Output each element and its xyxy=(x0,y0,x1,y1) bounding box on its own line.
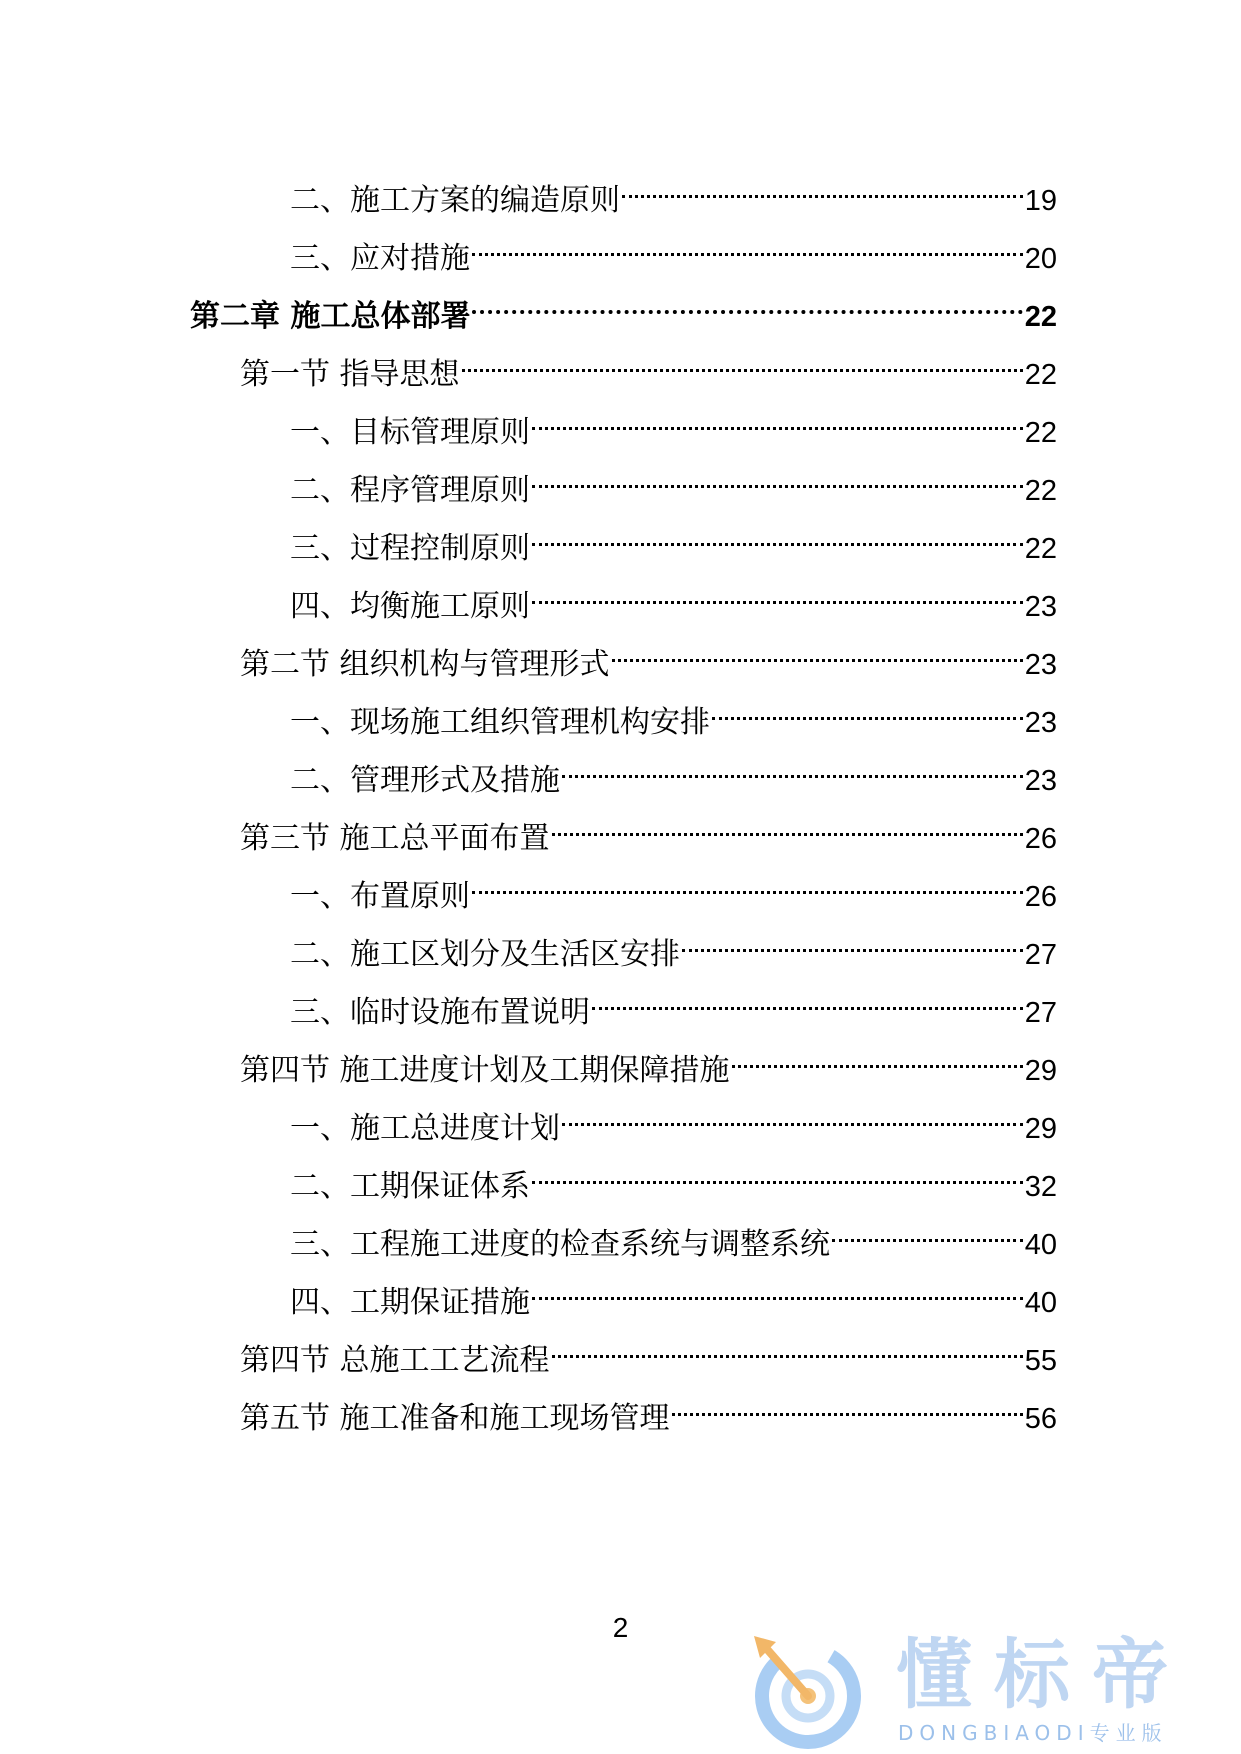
toc-entry[interactable] xyxy=(290,1204,1057,1262)
toc-entry-title: 二、施工区划分及生活区安排 xyxy=(290,937,680,972)
toc-entry-title: 第一节 指导思想 xyxy=(240,357,460,392)
toc-dot-leader xyxy=(472,218,1023,268)
toc-entry-page: 32 xyxy=(1024,1171,1057,1203)
toc-entry-title: 第二节 组织机构与管理形式 xyxy=(240,647,610,682)
toc-entry-title: 一、现场施工组织管理机构安排 xyxy=(290,705,710,740)
toc-dot-leader xyxy=(612,624,1023,674)
toc-entry-page: 22 xyxy=(1024,475,1057,507)
toc-entry-title: 三、工程施工进度的检查系统与调整系统 xyxy=(290,1227,830,1262)
toc-entry-title: 第三节 施工总平面布置 xyxy=(240,821,550,856)
toc-dot-leader xyxy=(552,1320,1023,1370)
toc-dot-leader xyxy=(622,160,1023,210)
toc-entry-page: 27 xyxy=(1024,939,1057,971)
toc-entry[interactable] xyxy=(290,450,1057,508)
toc-entry[interactable] xyxy=(190,276,1057,334)
toc-entry-title: 三、过程控制原则 xyxy=(290,531,530,566)
toc-entry-page: 40 xyxy=(1024,1287,1057,1319)
toc-entry[interactable] xyxy=(290,972,1057,1030)
watermark-subtitle: DONGBIAODI专业版 xyxy=(898,1721,1168,1745)
toc-entry-title: 四、工期保证措施 xyxy=(290,1285,530,1320)
toc-dot-leader xyxy=(472,276,1022,326)
toc-dot-leader xyxy=(532,450,1023,500)
toc-entry[interactable] xyxy=(240,798,1057,856)
toc-entry-page: 23 xyxy=(1024,591,1057,623)
toc-entry[interactable] xyxy=(240,624,1057,682)
toc-dot-leader xyxy=(562,1088,1023,1138)
toc-entry-page: 40 xyxy=(1024,1229,1057,1261)
toc-dot-leader xyxy=(592,972,1023,1022)
toc-entry-title: 二、施工方案的编造原则 xyxy=(290,183,620,218)
toc-dot-leader xyxy=(732,1030,1023,1080)
toc-entry-page: 23 xyxy=(1024,765,1057,797)
toc-entry-page: 23 xyxy=(1024,649,1057,681)
toc-entry-page: 22 xyxy=(1024,417,1057,449)
toc-dot-leader xyxy=(672,1378,1023,1428)
toc-entry[interactable] xyxy=(290,392,1057,450)
toc-entry-page: 22 xyxy=(1024,359,1057,391)
toc-entry-title: 一、目标管理原则 xyxy=(290,415,530,450)
toc-entry-page: 27 xyxy=(1024,997,1057,1029)
toc-entry[interactable] xyxy=(240,1320,1057,1378)
toc-entry-page: 56 xyxy=(1024,1403,1057,1435)
toc-dot-leader xyxy=(562,740,1023,790)
watermark xyxy=(746,1628,1226,1750)
toc-entry[interactable] xyxy=(290,1146,1057,1204)
toc-entry[interactable] xyxy=(290,566,1057,624)
toc-dot-leader xyxy=(682,914,1023,964)
toc-entry[interactable] xyxy=(290,740,1057,798)
toc-entry-title: 三、临时设施布置说明 xyxy=(290,995,590,1030)
toc-entry-title: 二、程序管理原则 xyxy=(290,473,530,508)
toc-entry[interactable] xyxy=(290,1262,1057,1320)
toc-dot-leader xyxy=(532,1262,1023,1312)
toc-entry-title: 第四节 总施工工艺流程 xyxy=(240,1343,550,1378)
watermark-brand: 懂标帝 xyxy=(896,1630,1190,1719)
toc-entry[interactable] xyxy=(290,160,1057,218)
toc-entry-page: 29 xyxy=(1024,1113,1057,1145)
toc-dot-leader xyxy=(532,508,1023,558)
toc-entry-title: 一、施工总进度计划 xyxy=(290,1111,560,1146)
toc-entry-page: 29 xyxy=(1024,1055,1057,1087)
toc-entry[interactable] xyxy=(290,1088,1057,1146)
toc-entry-title: 二、工期保证体系 xyxy=(290,1169,530,1204)
toc-entry[interactable] xyxy=(290,856,1057,914)
toc-entry[interactable] xyxy=(240,1030,1057,1088)
toc-entry-page: 19 xyxy=(1024,185,1057,217)
toc-dot-leader xyxy=(462,334,1023,384)
toc-dot-leader xyxy=(532,566,1023,616)
toc-dot-leader xyxy=(712,682,1023,732)
toc-dot-leader xyxy=(472,856,1023,906)
toc-entry-title: 四、均衡施工原则 xyxy=(290,589,530,624)
toc-entry-title: 二、管理形式及措施 xyxy=(290,763,560,798)
target-logo-icon xyxy=(746,1628,866,1750)
toc-entry-page: 26 xyxy=(1024,881,1057,913)
toc-entry[interactable] xyxy=(290,508,1057,566)
toc-entry-page: 20 xyxy=(1024,243,1057,275)
toc-entry[interactable] xyxy=(240,334,1057,392)
toc-entry-title: 第四节 施工进度计划及工期保障措施 xyxy=(240,1053,730,1088)
toc-entry-page: 22 xyxy=(1024,301,1057,333)
toc-entry-page: 23 xyxy=(1024,707,1057,739)
page-number: 2 xyxy=(612,1612,629,1643)
toc-dot-leader xyxy=(832,1204,1023,1254)
toc-entry[interactable] xyxy=(240,1378,1057,1436)
toc-entry[interactable] xyxy=(290,218,1057,276)
toc-entry-title: 三、应对措施 xyxy=(290,241,470,276)
toc-dot-leader xyxy=(532,1146,1023,1196)
toc-entry-title: 第五节 施工准备和施工现场管理 xyxy=(240,1401,670,1436)
toc-entry-page: 22 xyxy=(1024,533,1057,565)
toc-entry-title: 第二章 施工总体部署 xyxy=(190,299,471,334)
toc-entry[interactable] xyxy=(290,682,1057,740)
toc-entry-page: 55 xyxy=(1024,1345,1057,1377)
toc-entry-page: 26 xyxy=(1024,823,1057,855)
toc-entry[interactable] xyxy=(290,914,1057,972)
toc-dot-leader xyxy=(532,392,1023,442)
toc-entry-title: 一、布置原则 xyxy=(290,879,470,914)
toc-dot-leader xyxy=(552,798,1023,848)
